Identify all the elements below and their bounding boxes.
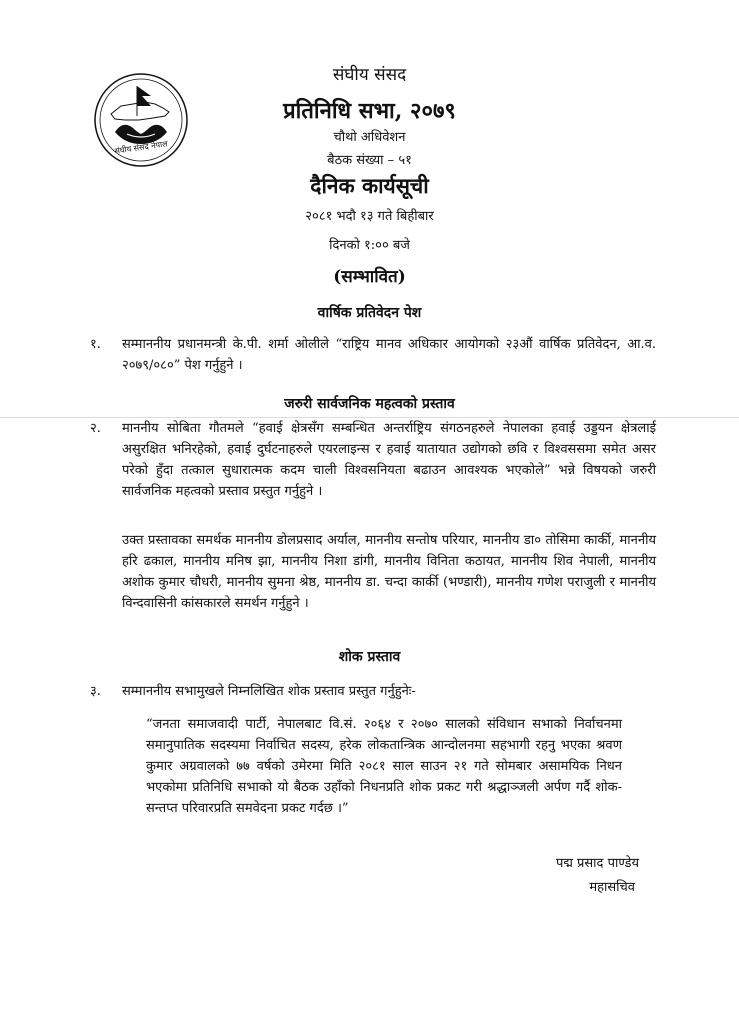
house-title: प्रतिनिधि सभा, २०७९ (283, 98, 456, 124)
item-text-supporters: उक्त प्रस्तावका समर्थक माननीय डोलप्रसाद अर्याल, माननीय सन्तोष परियार, माननीय डा० तोसिमा कार्की, माननीय हरि ढकाल, माननीय मनिष झा, माननीय निशा डांगी, माननीय विनिता कठायत, माननीय शिव नेपाली, माननीय अशोक कुमार चौधरी, माननीय सुमना श्रेष्ठ, माननीय डा. चन्दा कार्की (भण्डारी), माननीय गणेश पराजुली र माननीय विन्दवासिनी कांसकारले समर्थन गर्नुहुने । (122, 533, 656, 611)
item-number-2: २. (90, 421, 101, 436)
item-number-1: १. (90, 337, 101, 352)
signatory-title: महासचिव (589, 880, 635, 895)
section-heading-public-importance: जरुरी सार्वजनिक महत्वको प्रस्ताव (0, 394, 739, 418)
section-heading-condolence: शोक प्रस्ताव (338, 649, 401, 665)
session-label: चौथो अधिवेशन (333, 130, 406, 145)
emblem-caption: संघीय संसद नेपाल (113, 139, 169, 156)
item-text-annual-report: सम्माननीय प्रधानमन्त्री के.पी. शर्मा ओलीले “राष्ट्रिय मानव अधिकार आयोगको २३औं वार्षिक प्रतिवेदन, आ.व. २०७९/०८०” पेश गर्नुहुने । (122, 337, 656, 373)
probable-label: (सम्भावित) (333, 267, 406, 287)
item-text-condolence: सम्माननीय सभामुखले निम्नलिखित शोक प्रस्ताव प्रस्तुत गर्नुहुनेः- (122, 684, 416, 699)
signature-block (556, 852, 639, 900)
meeting-number: बैठक संख्या – ५१ (327, 153, 412, 168)
section-heading-annual-report: वार्षिक प्रतिवेदन पेश (317, 305, 422, 321)
item-number-3: ३. (90, 684, 101, 699)
agenda-date: २०८१ भदौ १३ गते बिहीबार (305, 209, 434, 224)
signatory-name: पद्म प्रसाद पाण्डेय (555, 856, 639, 871)
condolence-quote: “जनता समाजवादी पार्टी, नेपालबाट वि.सं. २०६४ र २०७० सालको संविधान सभाको निर्वाचनमा समानुपातिक सदस्यमा निर्वाचित सदस्य, हरेक लोकतान्त्रिक आन्दोलनमा सहभागी रहनु भएका श्रवण कुमार अग्रवालको ७७ वर्षको उमेरमा मिति २०८१ साल साउन २१ गते सोमबार असामयिक निधन भएकोमा प्रतिनिधि सभाको यो बैठक उहाँको निधनप्रति शोक प्रकट गरी श्रद्धाञ्जली अर्पण गर्दै शोक-सन्तप्त परिवारप्रति समवेदना प्रकट गर्दछ ।” (146, 717, 622, 816)
agenda-title: दैनिक कार्यसूची (310, 173, 429, 198)
agenda-time: दिनको १:०० बजे (329, 238, 410, 253)
item-text-public-importance: माननीय सोबिता गौतमले “हवाई क्षेत्रसँग सम्बन्धित अन्तर्राष्ट्रिय संगठनहरुले नेपालका हवाई उड्डयन क्षेत्रलाई असुरक्षित भनिरहेको, हवाई दुर्घटनाहरुले एयरलाइन्स र हवाई यातायात उद्योगको छवि र विश्वससमा समेत असर परेको हुँदा तत्काल सुधारात्मक कदम चाली विश्वसनियता बढाउन आवश्यक भएकोले” भन्ने विषयको जरुरी सार्वजनिक महत्वको प्रस्ताव प्रस्तुत गर्नुहुने । (122, 421, 656, 499)
organization-name: संघीय संसद (332, 65, 407, 85)
